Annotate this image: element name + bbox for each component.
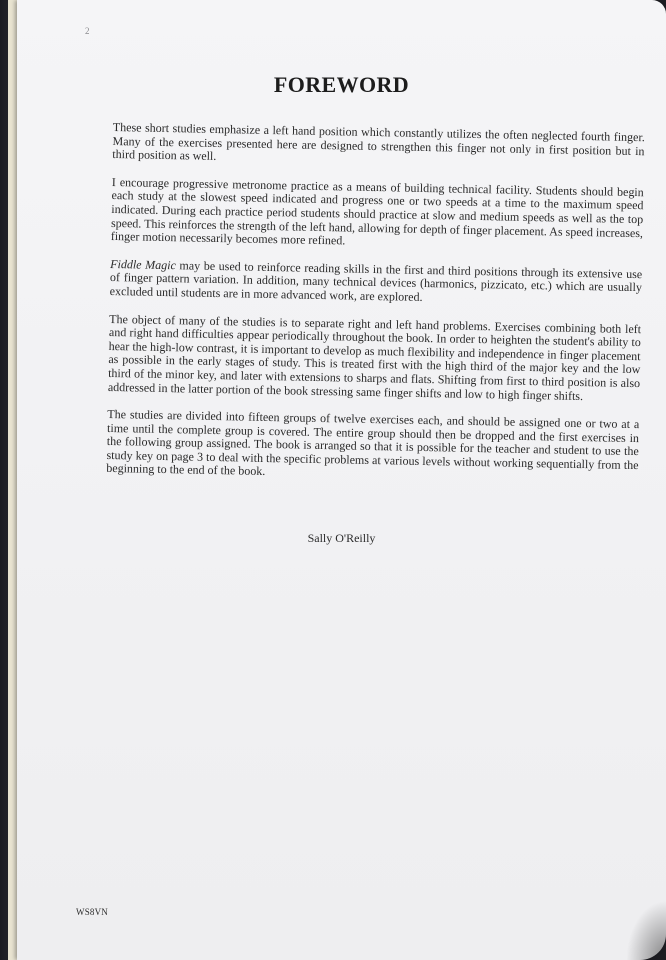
paragraph-3-text: may be used to reinforce reading skills in the first and third positions through its extensive use of finger pattern variation. In addition, many technical devices (harmonics, pizzicato, etc.) which are usually excluded until students are in more advanced work, are explored. <box>109 257 643 304</box>
document-page <box>17 0 666 960</box>
footer-code: WS8VN <box>76 907 108 917</box>
page-number: 2 <box>85 26 90 36</box>
paragraph-3 <box>110 258 643 309</box>
foreword-body <box>106 121 645 500</box>
page-title: FOREWORD <box>273 72 410 97</box>
paragraph-1: These short studies emphasize a left hand position which constantly utilizes the often neglected fourth finger. Many of the exercises presented here are designed to strengthen this finger not only in first position but in third position as well. <box>112 120 645 164</box>
book-title-italic: Fiddle Magic <box>110 256 177 272</box>
paragraph-4: The object of many of the studies is to separate right and left hand problems. Exercises combining both left and right hand difficulties appear periodically throughout the book. In order to heighten the student's ability to hear the high-low contrast, it is important to develop as much flexibility and independence in finger placement as possible in the early stages of study. This is treated first with the high third of the major key and the low third of the minor key, and later with extensions to sharps and flats. Shifting from first to third position is also addressed in the latter portion of the book stressing same finger shifts and low to high finger shifts. <box>107 311 642 403</box>
paragraph-5: The studies are divided into fifteen groups of twelve exercises each, and should be assigned one or two at a time until the complete group is covered. The entire group should then be dropped and the first exercises in the following group assigned. The book is arranged so that it is possible for the teacher and student to use the study key on page 3 to deal with the specific problems at various levels without working sequentially from the beginning to the end of the book. <box>106 407 640 479</box>
author-signature: Sally O'Reilly <box>307 531 376 545</box>
page-corner-shadow <box>626 900 666 960</box>
paragraph-2: I encourage progressive metronome practice as a means of building technical facility. Students should begin each study at the slowest speed indicated and progress one or two speeds at a time to the maximum speed indicated. During each practice period students should practice at slow and medium speeds as well as the top speed. This reinforces the strength of the left hand, allowing for depth of finger placement. As speed increases, finger motion necessarily becomes more refined. <box>110 174 644 248</box>
